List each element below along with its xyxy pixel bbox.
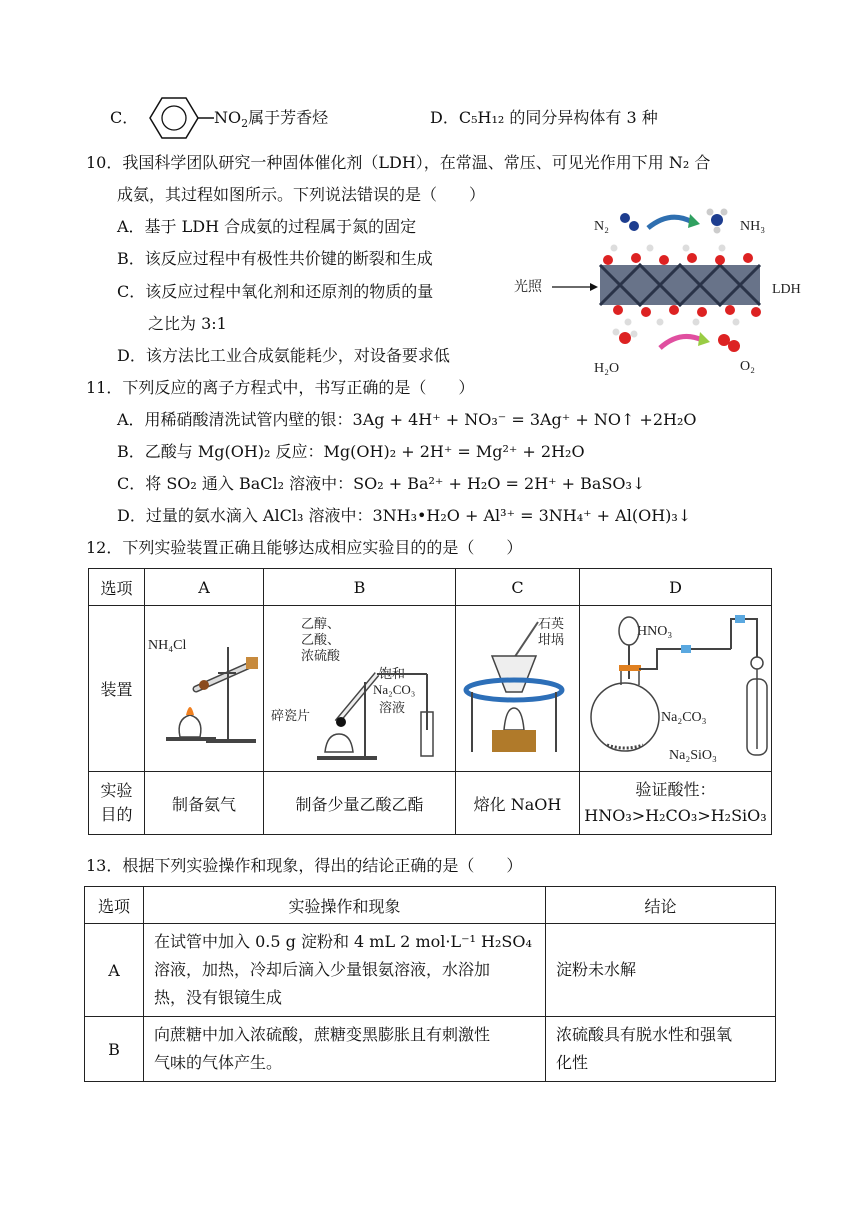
q13-b-op1: 向蔗糖中加入浓硫酸，蔗糖变黑膨胀且有刺激性 xyxy=(154,1025,491,1044)
fig-a-label: NH₄Cl xyxy=(148,637,187,653)
q13-stem: 13．根据下列实验操作和现象，得出的结论正确的是（ ） xyxy=(86,856,523,875)
fig-b-l7: 碎瓷片 xyxy=(270,707,310,723)
fig-light-label: 光照 xyxy=(514,280,542,295)
nitrobenzene-structure xyxy=(140,92,220,144)
fig-b-l6: 溶液 xyxy=(378,699,405,715)
q10-stem-1: 10．我国科学团队研究一种固体催化剂（LDH），在常温、常压、可见光作用下用 N₂ 合 xyxy=(86,153,711,172)
q12-header-d: D xyxy=(580,569,772,606)
q13-header-option: 选项 xyxy=(85,887,144,924)
q11-option-d: D．过量的氨水滴入 AlCl₃ 溶液中：3NH₃•H₂O + Al³⁺ = 3NH₄⁺ + Al(OH)₃↓ xyxy=(117,506,692,525)
q13-b-conclusion-1: 浓硫酸具有脱水性和强氧 xyxy=(556,1025,733,1044)
q10-option-c-2: 之比为 3:1 xyxy=(148,314,227,333)
q10-stem-2: 成氨，其过程如图所示。下列说法错误的是（ ） xyxy=(117,185,486,204)
q9-c-no: NO xyxy=(214,108,242,127)
q13-a-op3: 热，没有银镜生成 xyxy=(154,988,283,1007)
fig-n2-label: N₂ xyxy=(594,219,609,234)
q12-table xyxy=(88,568,772,835)
q13-table xyxy=(84,886,776,1082)
q12-header-option: 选项 xyxy=(89,569,145,606)
q12-row-purpose-label xyxy=(89,772,145,835)
q13-b-conclusion-2: 化性 xyxy=(556,1053,589,1072)
q12-stem: 12．下列实验装置正确且能够达成相应实验目的的是（ ） xyxy=(86,538,523,557)
apparatus-b-figure xyxy=(267,612,453,762)
q12-purpose-d-2: HNO₃>H₂CO₃>H₂SiO₃ xyxy=(584,806,767,825)
q12-header-b: B xyxy=(264,569,456,606)
q10-option-d: D．该方法比工业合成氨能耗少，对设备要求低 xyxy=(117,346,450,365)
q13-header-operation: 实验操作和现象 xyxy=(144,887,546,924)
q13-b-op2: 气味的气体产生。 xyxy=(154,1053,283,1072)
q13-row-b-option: B xyxy=(85,1017,144,1082)
q13-row-b-conclusion xyxy=(546,1017,776,1082)
ldh-lattice xyxy=(600,245,761,326)
fig-d-l2: Na₂CO₃ xyxy=(660,709,707,725)
q12-header-c: C xyxy=(456,569,580,606)
fig-nh3-label: NH₃ xyxy=(740,219,766,234)
q13-row-b-operation xyxy=(144,1017,546,1082)
q12-apparatus-d xyxy=(580,606,772,772)
fig-c-l1: 石英 xyxy=(537,615,564,631)
apparatus-d-figure xyxy=(581,609,771,765)
q10-option-b: B．该反应过程中有极性共价键的断裂和生成 xyxy=(117,249,433,268)
fig-b-l1: 乙醇、 xyxy=(300,615,340,631)
fig-ldh-label: LDH xyxy=(772,282,801,297)
fig-o2-label: O₂ xyxy=(740,359,755,374)
q12-purpose-label-1: 实验 xyxy=(100,781,133,800)
q13-a-conclusion-1: 淀粉未水解 xyxy=(556,960,637,979)
fig-b-l5: Na₂CO₃ xyxy=(372,681,415,697)
apparatus-a-figure xyxy=(146,627,262,747)
fig-d-l1: HNO₃ xyxy=(636,623,672,639)
q12-row-apparatus-label: 装置 xyxy=(89,606,145,772)
q9-c-desc: 属于芳香烃 xyxy=(248,108,329,127)
q12-apparatus-a xyxy=(145,606,264,772)
q12-purpose-label-2: 目的 xyxy=(100,805,133,824)
q9-c-no-sub: 2 xyxy=(241,117,249,131)
q9-c-text xyxy=(214,107,328,135)
q12-header-a: A xyxy=(145,569,264,606)
q12-purpose-d xyxy=(580,772,772,835)
q12-apparatus-b xyxy=(264,606,456,772)
q9-c-label: C． xyxy=(110,108,139,127)
q12-apparatus-c xyxy=(456,606,580,772)
q11-option-a: A．用稀硝酸清洗试管内壁的银：3Ag + 4H⁺ + NO₃⁻ = 3Ag⁺ + NO↑ +2H₂O xyxy=(117,410,697,429)
fig-c-l2: 坩埚 xyxy=(537,631,564,647)
q10-ldh-figure xyxy=(510,200,815,380)
q13-a-op2: 溶液，加热，冷却后滴入少量银氨溶液，水浴加 xyxy=(154,960,491,979)
fig-d-l3: Na₂SiO₃ xyxy=(668,747,717,763)
q13-a-op1: 在试管中加入 0.5 g 淀粉和 4 mL 2 mol·L⁻¹ H₂SO₄ xyxy=(154,932,532,951)
fig-b-l3: 浓硫酸 xyxy=(300,647,340,663)
q12-purpose-b: 制备少量乙酸乙酯 xyxy=(264,772,456,835)
q13-header-conclusion: 结论 xyxy=(546,887,776,924)
q9-option-c xyxy=(110,107,138,129)
fig-h2o-label: H₂O xyxy=(594,361,620,376)
q11-option-c: C．将 SO₂ 通入 BaCl₂ 溶液中：SO₂ + Ba²⁺ + H₂O = 2H⁺ + BaSO₃↓ xyxy=(117,474,646,493)
q9-option-d: D．C₅H₁₂ 的同分异构体有 3 种 xyxy=(430,108,658,127)
q10-option-c-1: C．该反应过程中氧化剂和还原剂的物质的量 xyxy=(117,282,434,301)
q13-row-a-operation xyxy=(144,924,546,1017)
apparatus-c-figure xyxy=(458,612,578,762)
q13-row-a-option: A xyxy=(85,924,144,1017)
q10-option-a: A．基于 LDH 合成氨的过程属于氮的固定 xyxy=(117,217,417,236)
fig-b-l2: 乙酸、 xyxy=(300,631,340,647)
fig-b-l4: 饱和 xyxy=(378,665,405,681)
q11-option-b: B．乙酸与 Mg(OH)₂ 反应：Mg(OH)₂ + 2H⁺ = Mg²⁺ + 2H₂O xyxy=(117,442,585,461)
q12-purpose-d-1: 验证酸性： xyxy=(635,780,716,799)
q12-purpose-a: 制备氨气 xyxy=(145,772,264,835)
q11-stem: 11．下列反应的离子方程式中，书写正确的是（ ） xyxy=(86,378,475,397)
q12-purpose-c: 熔化 NaOH xyxy=(456,772,580,835)
q13-row-a-conclusion xyxy=(546,924,776,1017)
